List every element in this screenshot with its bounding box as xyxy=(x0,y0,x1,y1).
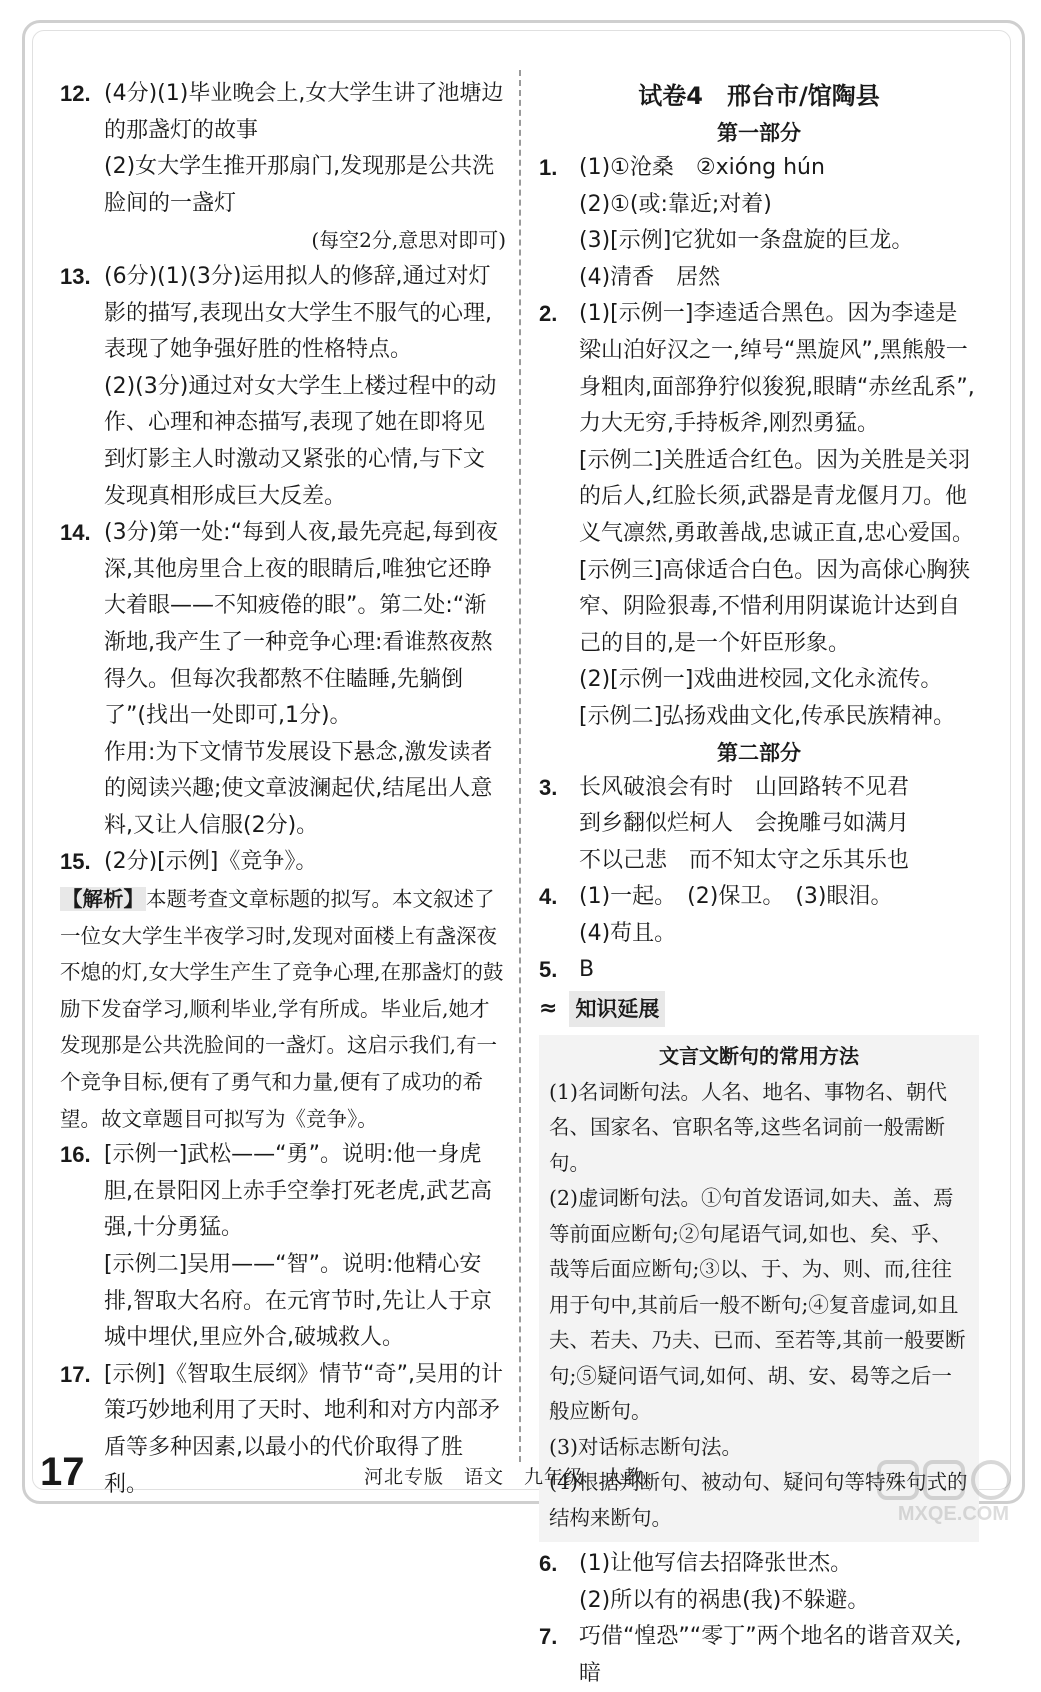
question-number: 4. xyxy=(539,884,558,910)
answer-text: (3分)第一处:“每到人夜,最先亮起,每到夜深,其他房里合上夜的眼睛后,唯独它还睁大着眼——不知疲倦的眼”。第二处:“渐渐地,我产生了一种竞争心理:看谁熬夜熬得久。但每次我都熬不住瞌睡,先躺倒了”(找出一处即可,1分)。 xyxy=(104,520,498,729)
question-number: 13. xyxy=(60,263,91,289)
question-13 xyxy=(60,259,506,515)
answer-line: (4)苟且。 xyxy=(579,920,677,946)
wave-icon: ≈ xyxy=(539,996,558,1022)
answer-text: [示例]《智取生辰纲》情节“奇”,吴用的计策巧妙地利用了天时、地利和对方内部矛盾等多种因素,以最小的代价取得了胜利。 xyxy=(104,1361,503,1497)
question-number: 17. xyxy=(60,1361,91,1387)
question-number: 2. xyxy=(539,301,558,327)
answer-text: (6分)(1)(3分)运用拟人的修辞,通过对灯影的描写,表现出女大学生不服气的心理,表现了她争强好胜的性格特点。 xyxy=(104,263,492,363)
question-number: 7. xyxy=(539,1624,558,1650)
question-6 xyxy=(539,1546,979,1619)
answer-line: B xyxy=(579,957,595,983)
left-column xyxy=(60,76,506,1503)
knowledge-extension-header xyxy=(539,991,979,1027)
answer-text: (2)女大学生推开那扇门,发现那是公共洗脸间的一盏灯 xyxy=(104,154,495,216)
section-heading: 第二部分 xyxy=(717,740,801,765)
analysis-block xyxy=(60,881,506,1137)
method-item: (4)根据判断句、被动句、疑问句等特殊句式的结构来断句。 xyxy=(549,1470,968,1530)
answer-text: [示例三]高俅适合白色。因为高俅心胸狭窄、阴险狠毒,不惜利用阴谋诡计达到自己的目的,是一个奸臣形象。 xyxy=(579,557,971,656)
answer-line: (1)让他写信去招降张世杰。 xyxy=(579,1551,853,1577)
answer-line: 长风破浪会有时 山回路转不见君 xyxy=(579,774,910,800)
answer-text: 作用:为下文情节发展设下悬念,激发读者的阅读兴趣;使文章波澜起伏,结尾出人意料,又让人信服(2分)。 xyxy=(104,739,493,838)
answer-text: (4分)(1)毕业晚会上,女大学生讲了池塘边的那盏灯的故事 xyxy=(104,81,504,143)
answer-line: (2)所以有的祸患(我)不躲避。 xyxy=(579,1587,870,1613)
question-15 xyxy=(60,844,506,881)
question-number: 12. xyxy=(60,81,91,106)
page-number: 17 xyxy=(40,1450,85,1494)
answer-text: [示例二]弘扬戏曲文化,传承民族精神。 xyxy=(579,703,956,729)
scoring-note: (每空2分,意思对即可) xyxy=(311,228,506,253)
extension-label: 知识延展 xyxy=(569,991,665,1027)
exam-title: 试卷4 邢台市/馆陶县 xyxy=(638,82,880,110)
analysis-text: 本题考查文章标题的拟写。本文叙述了一位女大学生半夜学习时,发现对面楼上有盏深夜不熄的灯,女大学生产生了竞争心理,在那盏灯的鼓励下发奋学习,顺利毕业,学有所成。毕业后,她才发现那是公共洗脸间的一盏灯。这启示我们,有一个竞争目标,便有了勇气和力量,便有了成功的希望。故文章题目可拟写为《竞争》。 xyxy=(60,887,504,1131)
question-1 xyxy=(539,150,979,296)
question-number: 15. xyxy=(60,849,91,875)
method-item: (3)对话标志断句法。 xyxy=(549,1434,743,1459)
question-5 xyxy=(539,952,979,989)
analysis-tag: 【解析】 xyxy=(62,887,144,912)
watermark-text: MXQE.COM xyxy=(897,1503,1009,1525)
question-number: 14. xyxy=(60,520,91,546)
question-16 xyxy=(60,1137,506,1357)
answer-line: (1)①沧桑 ②xióng hún xyxy=(579,155,825,180)
answer-text: [示例二]关胜适合红色。因为关胜是关羽的后人,红脸长须,武器是青龙偃月刀。他义气凛然,勇敢善战,忠诚正直,忠心爱国。 xyxy=(579,447,974,546)
answer-text: (1)[示例一]李逵适合黑色。因为李逵是梁山泊好汉之一,绰号“黑旋风”,黑熊般一身粗肉,面部狰狞似狻猊,眼睛“赤丝乱系”,力大无穷,手持板斧,刚烈勇猛。 xyxy=(579,301,975,437)
question-number: 6. xyxy=(539,1551,558,1577)
answer-text: (2)[示例一]戏曲进校园,文化永流传。 xyxy=(579,667,943,693)
right-column xyxy=(539,76,979,1692)
answer-text: [示例一]武松——“勇”。说明:他一身虎胆,在景阳冈上赤手空拳打死老虎,武艺高强,十分勇猛。 xyxy=(104,1142,492,1241)
method-item: (2)虚词断句法。①句首发语词,如夫、盖、焉等前面应断句;②句尾语气词,如也、矣、乎、哉等后面应断句;③以、于、为、则、而,往往用于句中,其前后一般不断句;④复音虚词,如且夫、若夫、乃夫、已而、至若等,其前一般要断句;⑤疑问语气词,如何、胡、安、曷等之后一般应断句。 xyxy=(549,1186,966,1424)
answer-line: 到乡翻似烂柯人 会挽雕弓如满月 xyxy=(579,811,910,837)
question-2 xyxy=(539,296,979,735)
method-item: (1)名词断句法。人名、地名、事物名、朝代名、国家名、官职名等,这些名词前一般需断句。 xyxy=(549,1079,948,1175)
column-divider xyxy=(519,70,521,1462)
answer-line: (2)①(或:靠近;对着) xyxy=(579,191,772,217)
answer-text: [示例二]吴用——“智”。说明:他精心安排,智取大名府。在元宵节时,先让人于京城中埋伏,里应外合,破城救人。 xyxy=(104,1252,492,1351)
answer-line: (3)[示例]它犹如一条盘旋的巨龙。 xyxy=(579,228,914,254)
question-number: 3. xyxy=(539,774,558,800)
question-number: 1. xyxy=(539,155,558,180)
box-title: 文言文断句的常用方法 xyxy=(659,1044,859,1069)
answer-text: (2)(3分)通过对女大学生上楼过程中的动作、心理和神态描写,表现了她在即将见到灯影主人时激动又紧张的心情,与下文发现真相形成巨大反差。 xyxy=(104,373,497,509)
footer-info: 河北专版 语文 九年级 人教 xyxy=(364,1466,645,1488)
section-heading: 第一部分 xyxy=(717,121,801,145)
question-7 xyxy=(539,1619,979,1692)
question-number: 16. xyxy=(60,1142,91,1168)
question-3 xyxy=(539,770,979,880)
question-number: 5. xyxy=(539,957,558,983)
answer-line: 巧借“惶恐”“零丁”两个地名的谐音双关,暗 xyxy=(579,1624,962,1686)
answer-line: (4)清香 居然 xyxy=(579,264,721,290)
question-4 xyxy=(539,879,979,952)
question-12 xyxy=(60,76,506,259)
answer-text: (2分)[示例]《竞争》。 xyxy=(104,849,318,875)
answer-line: 不以己悲 而不知太守之乐其乐也 xyxy=(579,847,910,873)
question-14 xyxy=(60,515,506,844)
watermark xyxy=(865,1458,1015,1528)
answer-line: (1)一起。 (2)保卫。 (3)眼泪。 xyxy=(579,884,893,910)
watermark-logo-icon xyxy=(875,1458,1015,1502)
